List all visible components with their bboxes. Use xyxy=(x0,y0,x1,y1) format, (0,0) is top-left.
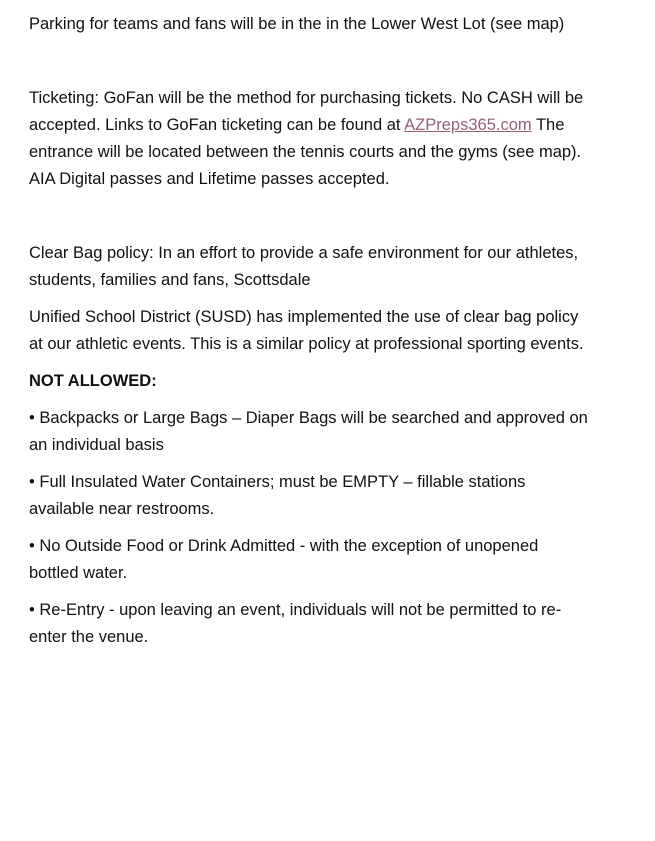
list-item: • Backpacks or Large Bags – Diaper Bags will be searched and approved on an individual basis xyxy=(29,409,588,454)
list-item: • No Outside Food or Drink Admitted - with the exception of unopened bottled water. xyxy=(29,537,539,582)
clear-bag-intro: Clear Bag policy: In an effort to provide a safe environment for our athletes, students, families and fans, Scottsdale xyxy=(29,244,579,289)
azpreps365-link[interactable]: AZPreps365.com xyxy=(404,116,532,134)
ticketing-text: Ticketing: GoFan will be the method for purchasing tickets. No CASH will be accepted. Links to GoFan ticketing can be found at xyxy=(29,89,584,134)
spacer xyxy=(29,203,589,230)
not-allowed-heading xyxy=(29,368,589,395)
not-allowed-heading-text: NOT ALLOWED: xyxy=(29,372,157,390)
list-item: • Re-Entry - upon leaving an event, individuals will not be permitted to re-enter the venue. xyxy=(29,601,562,646)
ticketing-paragraph xyxy=(29,85,589,193)
parking-paragraph: Parking for teams and fans will be in the in the Lower West Lot (see map) xyxy=(29,15,565,33)
list-item: • Full Insulated Water Containers; must be EMPTY – fillable stations available near restrooms. xyxy=(29,473,526,518)
spacer xyxy=(29,48,589,75)
clear-bag-continuation: Unified School District (SUSD) has implemented the use of clear bag policy at our athletic events. This is a similar policy at professional sporting events. xyxy=(29,308,584,353)
ticketing-text-after: The entrance will be located between the tennis courts and the gyms (see map). AIA Digital passes and Lifetime passes accepted. xyxy=(29,116,582,188)
